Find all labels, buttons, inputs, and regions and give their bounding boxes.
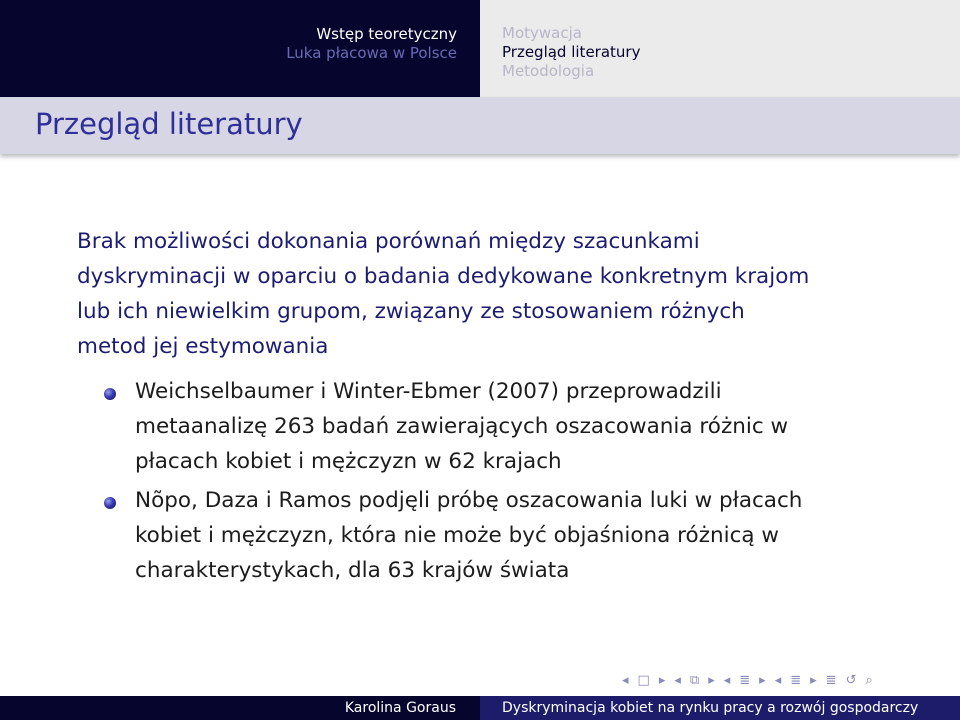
- back-icon[interactable]: ↺: [845, 672, 857, 688]
- footer-author: Karolina Goraus: [344, 700, 456, 716]
- item-line: płacach kobiet i mężczyzn w 62 krajach: [135, 449, 562, 474]
- footer-title: Dyskryminacja kobiet na rynku pracy a rozwój gospodarczy: [502, 700, 919, 716]
- footer: [0, 696, 960, 720]
- item-line: kobiet i mężczyzn, która nie może być objaśniona różnicą w: [135, 523, 780, 548]
- frame-icon[interactable]: □: [637, 672, 650, 688]
- prev-subsection-icon[interactable]: ◂: [674, 672, 681, 688]
- bullet-ball-icon: [104, 497, 116, 509]
- item-line: Nõpo, Daza i Ramos podjęli próbę oszacowania luki w płacach: [135, 488, 803, 513]
- footer-author-box: [0, 696, 480, 720]
- item-line: metaanalizę 263 badań zawierających oszacowania różnic w: [135, 414, 789, 439]
- bullet-list: [0, 374, 900, 588]
- intro-paragraph: [77, 224, 897, 364]
- prev-section-icon[interactable]: ◂: [723, 672, 731, 688]
- search-icon[interactable]: ⌕: [865, 672, 873, 688]
- next-subsection-icon[interactable]: ▸: [708, 672, 715, 688]
- item-line: charakterystykach, dla 63 krajów świata: [135, 558, 570, 583]
- footer-title-box: [480, 696, 960, 720]
- nav-section-luka[interactable]: Luka płacowa w Polsce: [286, 44, 457, 62]
- slide-content: [77, 224, 897, 592]
- nav-subsection-motywacja[interactable]: Motywacja: [502, 24, 582, 42]
- section-nav-left: [0, 0, 480, 97]
- bullet-ball-icon: [104, 388, 116, 400]
- nav-subsection-przeglad[interactable]: Przegląd literatury: [502, 43, 641, 61]
- toc-icon[interactable]: ≣: [825, 672, 837, 688]
- prev-document-icon[interactable]: ◂: [774, 672, 782, 688]
- intro-line: metod jej estymowania: [77, 334, 329, 359]
- slide-title: Przegląd literatury: [35, 107, 303, 141]
- list-item: [0, 483, 900, 588]
- nav-section-wstep[interactable]: Wstęp teoretyczny: [316, 25, 457, 43]
- list-item: [0, 374, 900, 479]
- subsection-icon[interactable]: ⧉: [689, 672, 700, 688]
- intro-line: dyskryminacji w oparciu o badania dedykowane konkretnym krajom: [77, 264, 810, 289]
- intro-line: Brak możliwości dokonania porównań między szacunkami: [77, 229, 700, 254]
- section-icon[interactable]: ≣: [739, 672, 751, 688]
- prev-frame-icon[interactable]: ◂: [622, 672, 629, 688]
- document-icon[interactable]: ≣: [790, 672, 802, 688]
- next-section-icon[interactable]: ▸: [759, 672, 766, 688]
- intro-line: lub ich niewielkim grupom, związany ze stosowaniem różnych: [77, 299, 745, 324]
- next-frame-icon[interactable]: ▸: [658, 672, 666, 688]
- navigation-symbols: [622, 670, 873, 690]
- nav-subsection-metodologia[interactable]: Metodologia: [502, 62, 595, 80]
- item-line: Weichselbaumer i Winter-Ebmer (2007) przeprowadzili: [135, 379, 722, 404]
- next-document-icon[interactable]: ▸: [810, 672, 817, 688]
- section-navigation: [0, 0, 960, 97]
- subsection-nav-right: [480, 0, 960, 97]
